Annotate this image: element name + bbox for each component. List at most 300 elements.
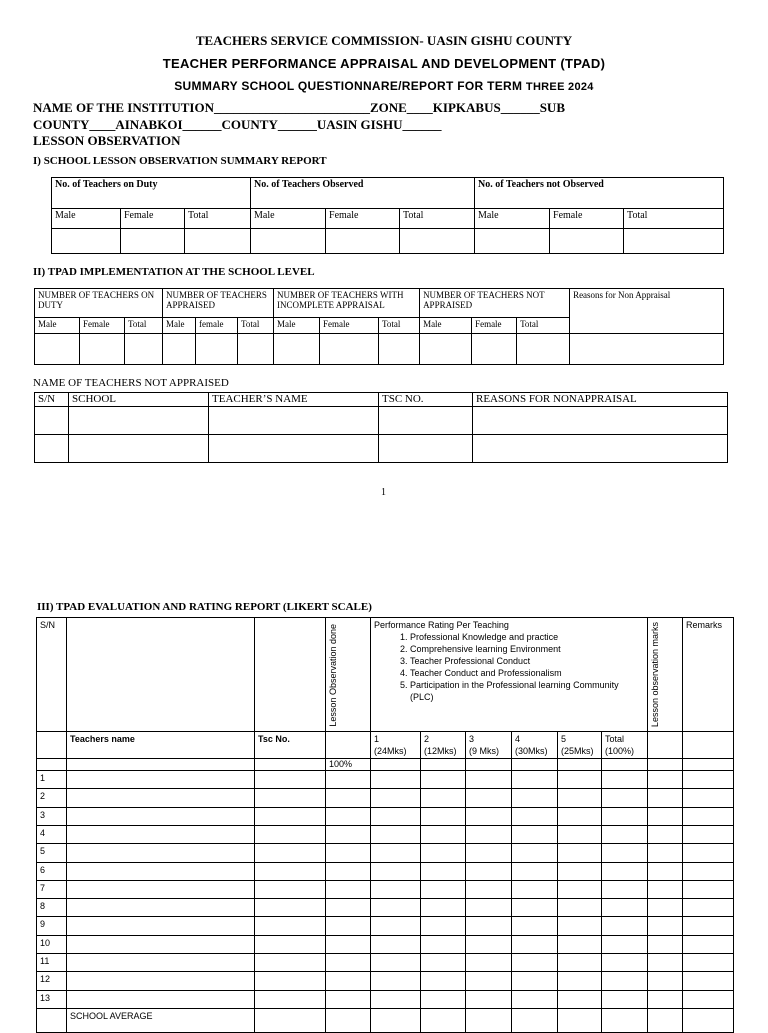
entry-cell[interactable] [648, 844, 683, 862]
not-appraised-heading: NAME OF TEACHERS NOT APPRAISED [33, 377, 229, 389]
entry-cell[interactable] [512, 862, 558, 880]
entry-cell[interactable] [371, 935, 421, 953]
score-col-header [602, 732, 648, 759]
entry-cell[interactable] [648, 1008, 683, 1032]
section2-heading: II) TPAD IMPLEMENTATION AT THE SCHOOL LEVEL [33, 266, 315, 278]
performance-rating-header [371, 618, 648, 732]
subheader: Male [35, 318, 80, 334]
score-col-mks: (25Mks) [561, 746, 594, 757]
entry-cell[interactable] [379, 334, 420, 365]
tpad-implementation-table [34, 288, 724, 365]
entry-cell[interactable] [602, 990, 648, 1008]
blank-cell [421, 759, 466, 771]
entry-cell[interactable] [67, 825, 255, 843]
entry-cell[interactable] [52, 229, 121, 254]
row-number: 9 [37, 917, 67, 935]
subheader: Female [80, 318, 125, 334]
subheader: Male [420, 318, 472, 334]
entry-cell[interactable] [255, 807, 326, 825]
row-number: 10 [37, 935, 67, 953]
entry-cell[interactable] [326, 990, 371, 1008]
entry-cell[interactable] [67, 844, 255, 862]
entry-cell[interactable] [255, 990, 326, 1008]
subheader: Female [472, 318, 517, 334]
entry-cell[interactable] [466, 899, 512, 917]
entry-cell[interactable] [512, 807, 558, 825]
entry-cell[interactable] [371, 771, 421, 789]
entry-cell[interactable] [472, 334, 517, 365]
rating-items-list [374, 631, 644, 703]
entry-cell[interactable] [558, 880, 602, 898]
entry-cell[interactable] [255, 789, 326, 807]
entry-cell[interactable] [421, 954, 466, 972]
entry-cell[interactable] [67, 917, 255, 935]
entry-cell[interactable] [371, 972, 421, 990]
entry-cell[interactable] [648, 789, 683, 807]
subheader: Male [52, 209, 121, 229]
entry-cell[interactable] [35, 334, 80, 365]
entry-cell[interactable] [255, 917, 326, 935]
entry-cell[interactable] [683, 972, 734, 990]
entry-cell[interactable] [67, 789, 255, 807]
score-col-header [512, 732, 558, 759]
school-average-label: SCHOOL AVERAGE [67, 1008, 255, 1032]
score-col-num: 1 [374, 734, 380, 745]
blank-cell [37, 759, 67, 771]
subheader: Male [274, 318, 320, 334]
entry-cell[interactable] [326, 972, 371, 990]
entry-cell[interactable] [466, 880, 512, 898]
entry-cell[interactable] [466, 789, 512, 807]
entry-cell[interactable] [371, 899, 421, 917]
score-col-header [371, 732, 421, 759]
group-on-duty: NUMBER OF TEACHERS ON DUTY [35, 289, 163, 318]
entry-cell[interactable] [421, 771, 466, 789]
page-number: 1 [381, 487, 386, 498]
entry-cell[interactable] [683, 954, 734, 972]
score-col-mks: (30Mks) [515, 746, 548, 757]
entry-cell[interactable] [466, 862, 512, 880]
entry-cell[interactable] [648, 954, 683, 972]
entry-cell[interactable] [421, 844, 466, 862]
row-number: 11 [37, 954, 67, 972]
entry-cell[interactable] [326, 825, 371, 843]
entry-cell[interactable] [512, 990, 558, 1008]
score-col-num: 4 [515, 734, 521, 745]
entry-cell[interactable] [67, 990, 255, 1008]
entry-cell[interactable] [326, 954, 371, 972]
entry-cell[interactable] [421, 789, 466, 807]
rating-row [37, 789, 734, 807]
blank-cell [558, 759, 602, 771]
entry-cell[interactable] [196, 334, 238, 365]
entry-cell[interactable] [683, 917, 734, 935]
rating-row [37, 954, 734, 972]
entry-cell[interactable] [648, 990, 683, 1008]
entry-cell[interactable] [326, 917, 371, 935]
entry-cell[interactable] [209, 435, 379, 463]
entry-cell[interactable] [683, 935, 734, 953]
subheader: Total [185, 209, 251, 229]
entry-cell[interactable] [602, 1008, 648, 1032]
entry-cell[interactable] [683, 825, 734, 843]
blank-cell [648, 732, 683, 759]
entry-cell[interactable] [255, 880, 326, 898]
group-not-appraised: NUMBER OF TEACHERS NOT APPRAISED [420, 289, 570, 318]
subheader: female [196, 318, 238, 334]
entry-cell[interactable] [512, 899, 558, 917]
lesson-observation-marks-label: Lesson observation marks [650, 622, 661, 728]
entry-cell[interactable] [379, 407, 473, 435]
blank-cell [255, 759, 326, 771]
group-incomplete: NUMBER OF TEACHERS WITH INCOMPLETE APPRAISAL [274, 289, 420, 318]
blank-cell [683, 732, 734, 759]
entry-cell[interactable] [683, 789, 734, 807]
entry-cell[interactable] [558, 825, 602, 843]
subheader: Total [400, 209, 475, 229]
entry-cell[interactable] [512, 844, 558, 862]
group-observed: No. of Teachers Observed [251, 178, 475, 209]
entry-cell[interactable] [255, 1008, 326, 1032]
title-summary [0, 79, 768, 93]
entry-cell[interactable] [512, 972, 558, 990]
entry-cell[interactable] [602, 917, 648, 935]
subheader: Female [121, 209, 185, 229]
entry-cell[interactable] [255, 954, 326, 972]
entry-cell[interactable] [602, 771, 648, 789]
entry-cell[interactable] [466, 1008, 512, 1032]
score-col-mks: (100%) [605, 746, 635, 757]
entry-cell[interactable] [683, 990, 734, 1008]
entry-cell[interactable] [558, 862, 602, 880]
lesson-observation-done-header [326, 618, 371, 732]
entry-cell[interactable] [473, 435, 728, 463]
entry-cell[interactable] [67, 954, 255, 972]
entry-cell[interactable] [371, 862, 421, 880]
row-number: 13 [37, 990, 67, 1008]
row-number: 12 [37, 972, 67, 990]
entry-cell[interactable] [558, 1008, 602, 1032]
entry-cell[interactable] [512, 1008, 558, 1032]
score-col-num: Total [605, 734, 625, 745]
entry-cell[interactable] [421, 935, 466, 953]
entry-cell[interactable] [255, 899, 326, 917]
col-teacher-name: TEACHER’S NAME [209, 393, 379, 407]
entry-cell[interactable] [67, 972, 255, 990]
entry-cell[interactable] [371, 789, 421, 807]
entry-cell[interactable] [326, 935, 371, 953]
entry-cell[interactable] [67, 862, 255, 880]
subheader: Total [379, 318, 420, 334]
rating-row [37, 880, 734, 898]
blank-cell [512, 759, 558, 771]
entry-cell[interactable] [648, 825, 683, 843]
entry-cell[interactable] [648, 771, 683, 789]
entry-cell[interactable] [558, 807, 602, 825]
rating-item: 3. Teacher Professional Conduct [410, 655, 644, 667]
rating-item: 5. Participation in the Professional learning Community (PLC) [410, 679, 644, 703]
entry-cell[interactable] [550, 229, 624, 254]
entry-cell[interactable] [255, 771, 326, 789]
entry-cell[interactable] [683, 899, 734, 917]
teachers-name-header: Teachers name [67, 732, 255, 759]
entry-cell[interactable] [512, 880, 558, 898]
title-tpad: TEACHER PERFORMANCE APPRAISAL AND DEVELOPMENT (TPAD) [162, 56, 606, 71]
rating-row [37, 807, 734, 825]
blank-header [255, 618, 326, 732]
entry-cell[interactable] [35, 407, 69, 435]
entry-cell[interactable] [512, 771, 558, 789]
row-number: 7 [37, 880, 67, 898]
entry-cell[interactable] [602, 844, 648, 862]
entry-cell[interactable] [326, 899, 371, 917]
entry-cell[interactable] [185, 229, 251, 254]
blank-header [67, 618, 255, 732]
title-term: THREE 2024 [525, 81, 594, 93]
entry-cell[interactable] [512, 917, 558, 935]
entry-cell[interactable] [371, 825, 421, 843]
entry-cell[interactable] [371, 807, 421, 825]
entry-cell[interactable] [648, 972, 683, 990]
group-appraised: NUMBER OF TEACHERS APPRAISED [163, 289, 274, 318]
entry-cell[interactable] [326, 844, 371, 862]
row-number: 2 [37, 789, 67, 807]
entry-cell[interactable] [473, 407, 728, 435]
entry-cell[interactable] [238, 334, 274, 365]
rating-rows [37, 771, 734, 1009]
entry-cell[interactable] [558, 789, 602, 807]
entry-cell[interactable] [648, 862, 683, 880]
entry-cell[interactable] [558, 972, 602, 990]
entry-cell[interactable] [512, 954, 558, 972]
entry-cell[interactable] [648, 935, 683, 953]
entry-cell[interactable] [558, 990, 602, 1008]
entry-cell[interactable] [125, 334, 163, 365]
entry-cell[interactable] [558, 954, 602, 972]
entry-cell[interactable] [371, 1008, 421, 1032]
entry-cell[interactable] [251, 229, 326, 254]
lesson-observation-table [51, 177, 724, 254]
entry-cell[interactable] [466, 825, 512, 843]
blank-cell [37, 732, 67, 759]
lesson-observation-marks-header [648, 618, 683, 732]
entry-cell[interactable] [570, 334, 724, 365]
entry-cell[interactable] [602, 862, 648, 880]
performance-rating-title: Performance Rating Per Teaching [374, 620, 509, 630]
likert-rating-table [36, 617, 734, 1033]
institution-line-3: LESSON OBSERVATION [33, 133, 181, 148]
score-col-header [466, 732, 512, 759]
col-sn: S/N [35, 393, 69, 407]
rating-row [37, 935, 734, 953]
blank-cell [67, 759, 255, 771]
subheader: Total [517, 318, 570, 334]
entry-cell[interactable] [255, 844, 326, 862]
entry-cell[interactable] [163, 334, 196, 365]
score-col-mks: (24Mks) [374, 746, 407, 757]
entry-cell[interactable] [466, 807, 512, 825]
entry-cell[interactable] [255, 862, 326, 880]
entry-cell[interactable] [602, 972, 648, 990]
score-col-mks: (12Mks) [424, 746, 457, 757]
subheader: Male [251, 209, 326, 229]
entry-cell[interactable] [421, 899, 466, 917]
entry-cell[interactable] [648, 807, 683, 825]
row-number: 5 [37, 844, 67, 862]
section3-heading: III) TPAD EVALUATION AND RATING REPORT (LIKERT SCALE) [37, 601, 372, 613]
entry-cell[interactable] [466, 954, 512, 972]
row-number: 1 [37, 771, 67, 789]
blank-cell [466, 759, 512, 771]
entry-cell[interactable] [371, 990, 421, 1008]
entry-cell[interactable] [326, 771, 371, 789]
entry-cell[interactable] [466, 990, 512, 1008]
entry-cell[interactable] [371, 844, 421, 862]
entry-cell[interactable] [35, 435, 69, 463]
group-not-observed: No. of Teachers not Observed [475, 178, 724, 209]
entry-cell[interactable] [648, 880, 683, 898]
entry-cell[interactable] [371, 917, 421, 935]
entry-cell[interactable] [683, 771, 734, 789]
blank-cell [371, 759, 421, 771]
row-number: 3 [37, 807, 67, 825]
entry-cell[interactable] [558, 917, 602, 935]
rating-row [37, 825, 734, 843]
entry-cell[interactable] [326, 862, 371, 880]
col-tsc-no: TSC NO. [379, 393, 473, 407]
rating-row [37, 972, 734, 990]
blank-cell [683, 759, 734, 771]
subheader: Total [125, 318, 163, 334]
rating-row [37, 862, 734, 880]
entry-cell[interactable] [80, 334, 125, 365]
entry-cell[interactable] [67, 935, 255, 953]
entry-cell[interactable] [69, 435, 209, 463]
entry-cell[interactable] [466, 972, 512, 990]
subheader: Total [238, 318, 274, 334]
entry-cell[interactable] [421, 825, 466, 843]
col-school: SCHOOL [69, 393, 209, 407]
blank-cell [602, 759, 648, 771]
entry-cell[interactable] [320, 334, 379, 365]
blank-cell [648, 759, 683, 771]
entry-cell[interactable] [683, 862, 734, 880]
entry-cell[interactable] [558, 935, 602, 953]
score-col-mks: (9 Mks) [469, 746, 499, 757]
entry-cell[interactable] [466, 935, 512, 953]
entry-cell[interactable] [475, 229, 550, 254]
score-col-num: 2 [424, 734, 430, 745]
rating-row [37, 844, 734, 862]
entry-cell[interactable] [67, 899, 255, 917]
entry-cell[interactable] [683, 880, 734, 898]
entry-cell[interactable] [326, 807, 371, 825]
subheader: Female [550, 209, 624, 229]
entry-cell[interactable] [379, 435, 473, 463]
entry-cell[interactable] [255, 935, 326, 953]
entry-cell[interactable] [209, 407, 379, 435]
entry-cell[interactable] [67, 807, 255, 825]
entry-cell[interactable] [255, 972, 326, 990]
not-appraised-table [34, 392, 728, 463]
blank-cell [326, 732, 371, 759]
rating-row [37, 990, 734, 1008]
entry-cell[interactable] [67, 771, 255, 789]
entry-cell[interactable] [512, 789, 558, 807]
entry-cell[interactable] [683, 807, 734, 825]
entry-cell[interactable] [466, 844, 512, 862]
title-tsc: TEACHERS SERVICE COMMISSION- UASIN GISHU COUNTY [195, 33, 573, 48]
entry-cell[interactable] [326, 1008, 371, 1032]
entry-cell[interactable] [421, 917, 466, 935]
entry-cell[interactable] [420, 334, 472, 365]
sn-header: S/N [37, 618, 67, 732]
remarks-header: Remarks [683, 618, 734, 732]
rating-item: 1. Professional Knowledge and practice [410, 631, 644, 643]
entry-cell[interactable] [683, 1008, 734, 1032]
reasons-header: Reasons for Non Appraisal [570, 289, 724, 334]
entry-cell[interactable] [67, 880, 255, 898]
entry-cell[interactable] [602, 880, 648, 898]
entry-cell[interactable] [421, 880, 466, 898]
entry-cell[interactable] [400, 229, 475, 254]
section1-heading: I) SCHOOL LESSON OBSERVATION SUMMARY REPORT [33, 155, 327, 167]
entry-cell[interactable] [624, 229, 724, 254]
score-col-header [421, 732, 466, 759]
col-reasons: REASONS FOR NONAPPRAISAL [473, 393, 728, 407]
entry-cell[interactable] [558, 844, 602, 862]
entry-cell[interactable] [602, 807, 648, 825]
entry-cell[interactable] [683, 844, 734, 862]
entry-cell[interactable] [466, 917, 512, 935]
entry-cell[interactable] [371, 880, 421, 898]
entry-cell[interactable] [602, 899, 648, 917]
entry-cell[interactable] [602, 935, 648, 953]
entry-cell[interactable] [558, 899, 602, 917]
score-col-num: 3 [469, 734, 475, 745]
entry-cell[interactable] [326, 229, 400, 254]
entry-cell[interactable] [648, 899, 683, 917]
entry-cell[interactable] [512, 825, 558, 843]
entry-cell[interactable] [421, 972, 466, 990]
entry-cell[interactable] [421, 1008, 466, 1032]
entry-cell[interactable] [517, 334, 570, 365]
entry-cell[interactable] [466, 771, 512, 789]
entry-cell[interactable] [602, 954, 648, 972]
subheader: Female [326, 209, 400, 229]
entry-cell[interactable] [274, 334, 320, 365]
entry-cell[interactable] [512, 935, 558, 953]
entry-cell[interactable] [255, 825, 326, 843]
entry-cell[interactable] [69, 407, 209, 435]
entry-cell[interactable] [602, 825, 648, 843]
entry-cell[interactable] [558, 771, 602, 789]
entry-cell[interactable] [121, 229, 185, 254]
title-summary-text: SUMMARY SCHOOL QUESTIONNARE/REPORT FOR TERM [174, 79, 523, 93]
institution-line-2: COUNTY____AINABKOI______COUNTY______UASIN GISHU______ [33, 117, 442, 132]
score-col-num: 5 [561, 734, 567, 745]
entry-cell[interactable] [602, 789, 648, 807]
entry-cell[interactable] [326, 789, 371, 807]
entry-cell[interactable] [421, 990, 466, 1008]
entry-cell[interactable] [421, 862, 466, 880]
entry-cell[interactable] [648, 917, 683, 935]
entry-cell[interactable] [371, 954, 421, 972]
entry-cell[interactable] [326, 880, 371, 898]
group-on-duty: No. of Teachers on Duty [52, 178, 251, 209]
entry-cell[interactable] [421, 807, 466, 825]
subheader: Total [624, 209, 724, 229]
